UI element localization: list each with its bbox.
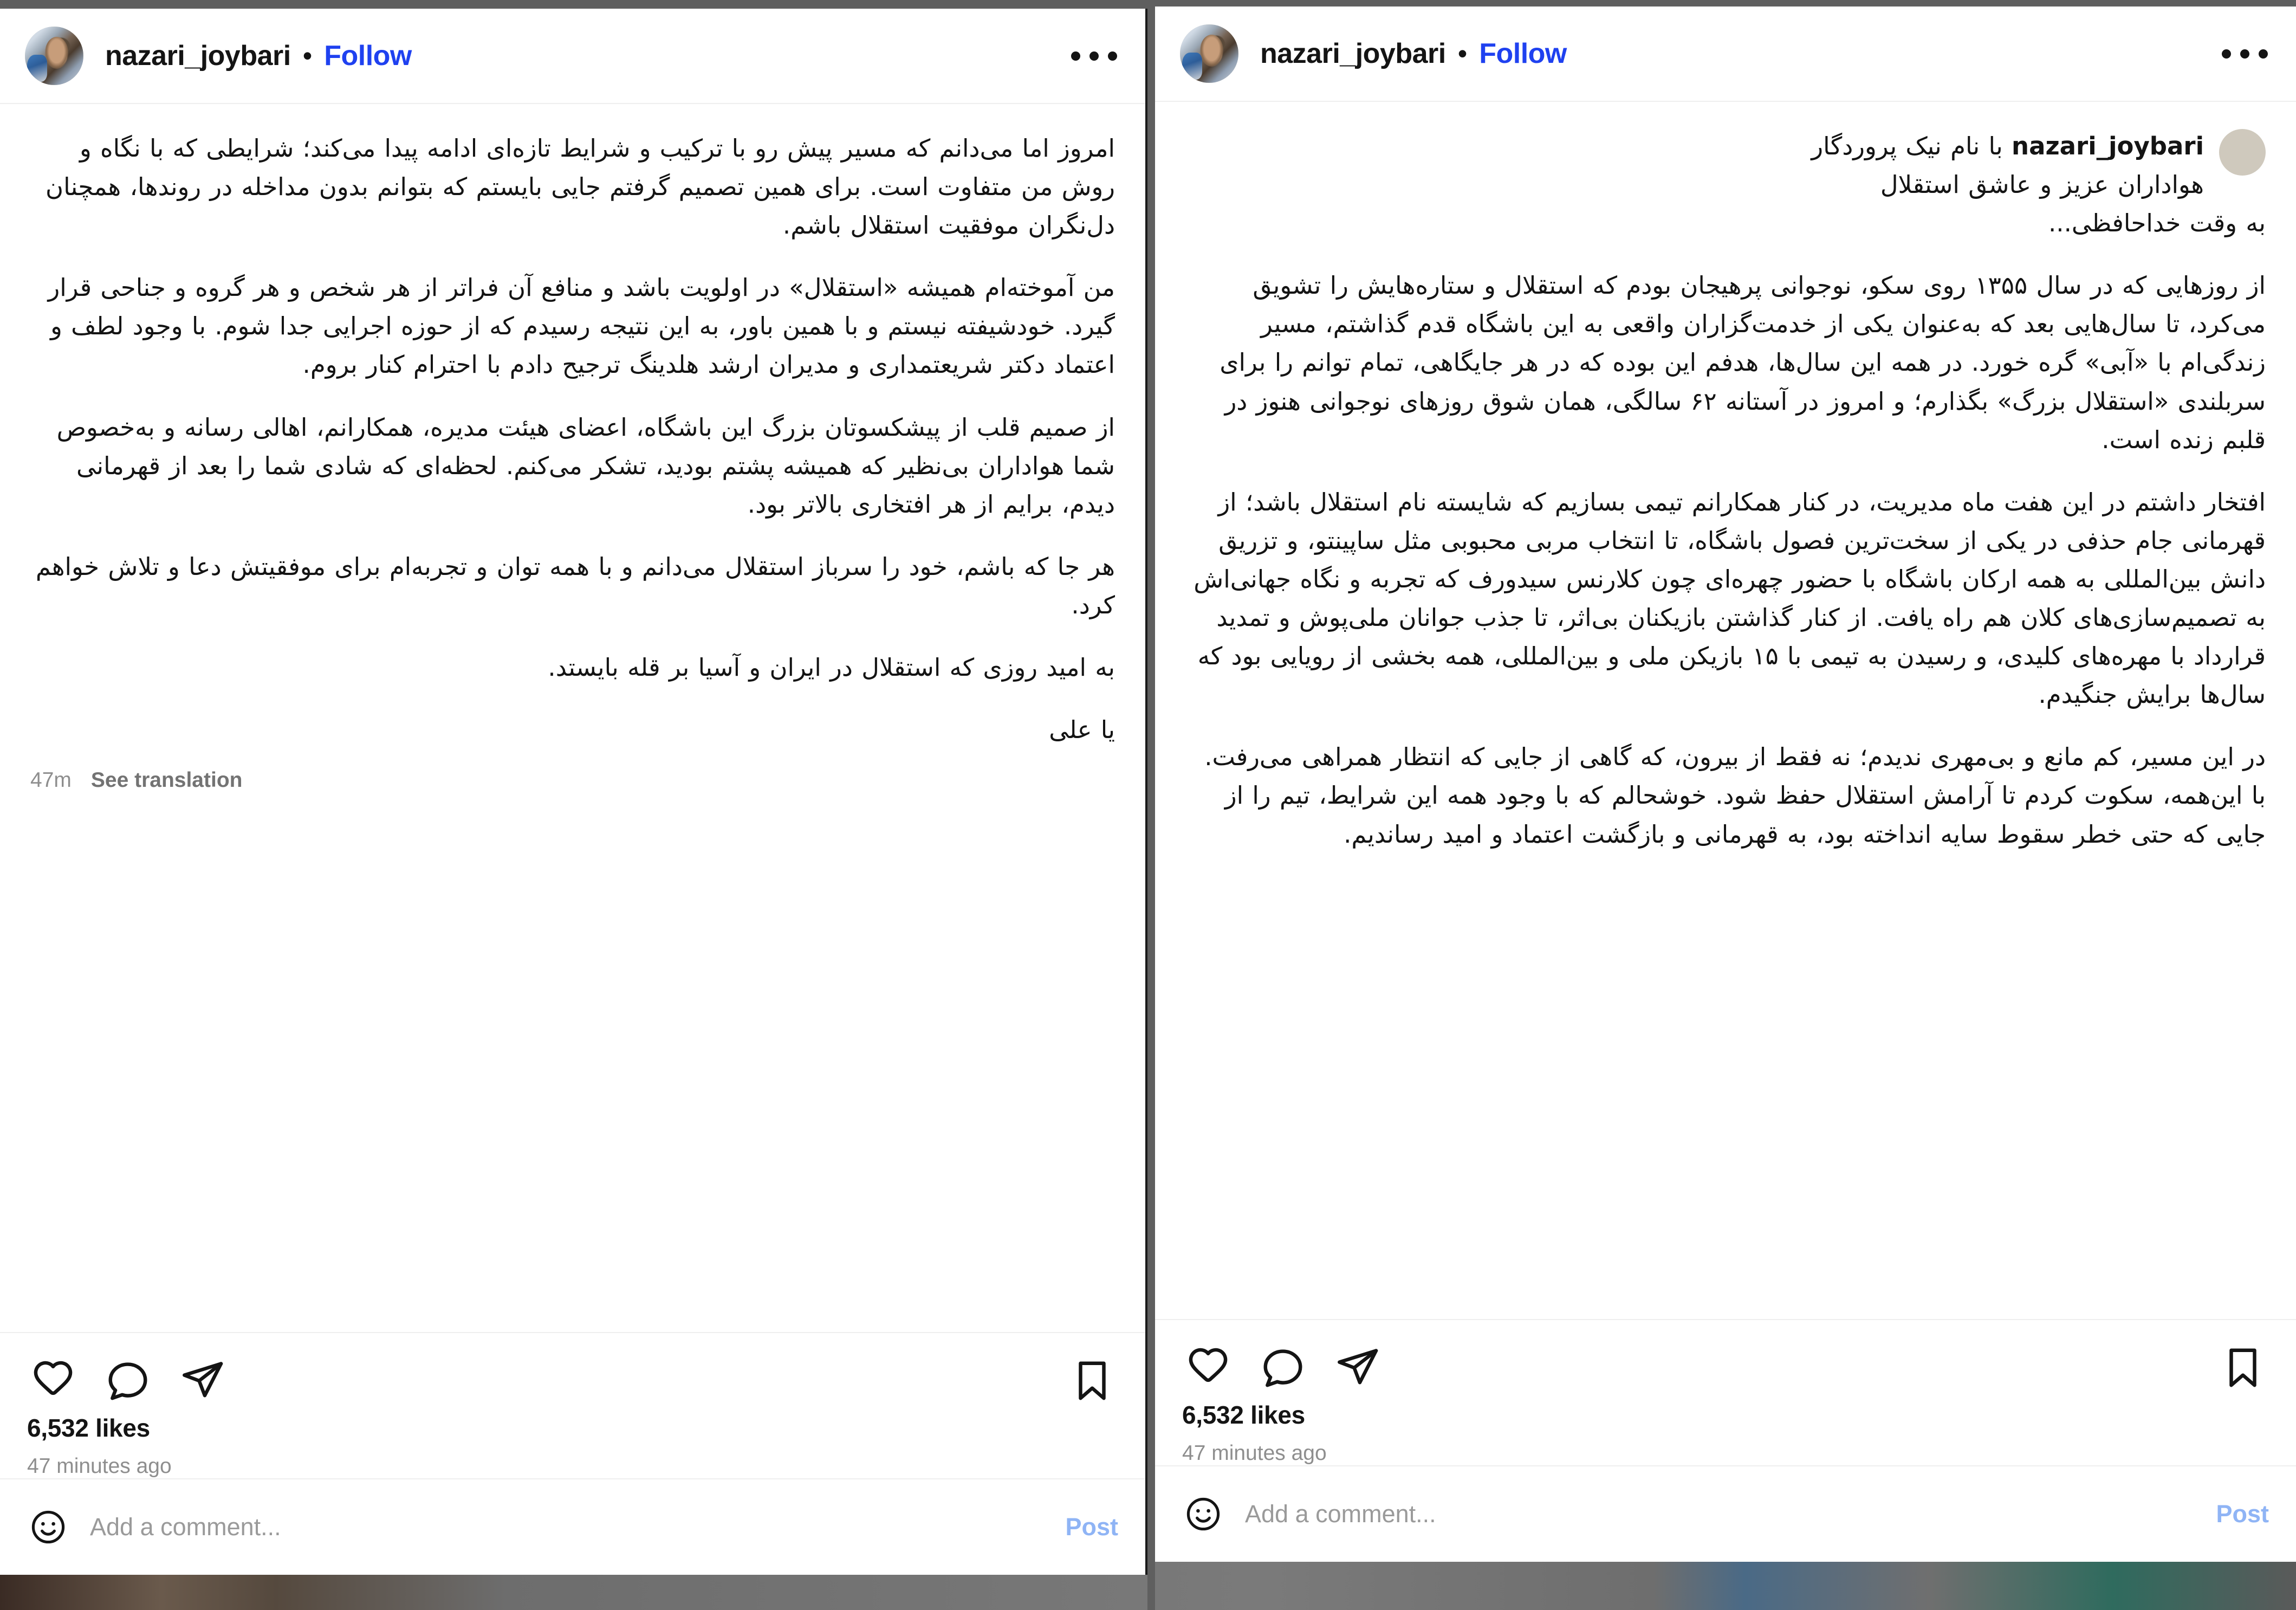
avatar-face xyxy=(1200,35,1223,66)
username-link[interactable]: nazari_joybari xyxy=(105,40,291,72)
avatar[interactable] xyxy=(1180,24,1238,83)
action-group-right xyxy=(1066,1355,1118,1407)
more-dot-3 xyxy=(1108,51,1117,61)
separator-dot: • xyxy=(302,41,313,71)
like-count[interactable]: 6,532 likes xyxy=(1182,1401,1305,1429)
more-dot-1 xyxy=(2222,49,2231,59)
action-group-left xyxy=(27,1355,229,1407)
post-time-short: 47m xyxy=(30,768,72,792)
separator-dot: • xyxy=(1457,38,1468,69)
inline-avatar[interactable] xyxy=(2219,129,2266,176)
action-bar-right xyxy=(1155,1319,2296,1394)
caption-paragraph: امروز اما می‌دانم که مسیر پیش رو با ترکیب و شرایط تازه‌ای ادامه پیدا می‌کند؛ شرایطی که با نگاه و روش من متفاوت است. برای همین تصمیم گرفتم جایی بایستم که بتوانم بدون مداخله در روندها، همچنان دل‌نگران موفقیت استقلال باشم. xyxy=(46,134,1115,240)
action-group-left xyxy=(1182,1342,1384,1394)
caption-paragraph: از روزهایی که در سال ۱۳۵۵ روی سکو، نوجوانی پرهیجان بودم که استقلال و ستاره‌هایش را تشویق می‌کرد، تا سال‌هایی بعد که به‌عنوان یکی از خدمت‌گزاران واقعی به این باشگاه قدم گذاشتم، مسیر زندگی‌ام با «آبی» گره خورد. در همه این سال‌ها، هدفم این بوده که در هر جایگاهی، تمام توانم را برای سربلندی «استقلال بزرگ» بگذارم؛ و امروز در آستانه ۶۲ سالگی، همان شوق روزهای نوجوانی هنوز در قلبم زنده است. xyxy=(1220,271,2266,454)
caption-paragraph: به امید روزی که استقلال در ایران و آسیا بر قله بایستد. xyxy=(548,653,1115,682)
like-count[interactable]: 6,532 likes xyxy=(27,1414,150,1442)
comment-input[interactable] xyxy=(89,1512,1049,1542)
more-options-icon[interactable] xyxy=(1068,41,1120,72)
more-dot-2 xyxy=(2240,49,2249,59)
post-timestamp: 47 minutes ago xyxy=(27,1454,172,1478)
share-icon[interactable] xyxy=(1332,1342,1384,1394)
follow-button[interactable]: Follow xyxy=(324,40,412,72)
post-header-left xyxy=(0,9,1145,104)
caption-lead-block xyxy=(1185,127,2266,242)
post-comment-button[interactable]: Post xyxy=(2216,1500,2269,1528)
post-header-right xyxy=(1155,7,2296,102)
comment-composer-left xyxy=(0,1478,1145,1575)
bookmark-icon[interactable] xyxy=(1066,1355,1118,1407)
action-group-right xyxy=(2217,1342,2269,1394)
share-icon[interactable] xyxy=(177,1355,229,1407)
like-icon[interactable] xyxy=(1182,1342,1234,1394)
like-icon[interactable] xyxy=(27,1355,79,1407)
caption-lead-line-2: هواداران عزیز و عاشق استقلال xyxy=(1880,170,2204,199)
comment-composer-right xyxy=(1155,1465,2296,1562)
comment-icon[interactable] xyxy=(102,1355,154,1407)
header-identity xyxy=(1260,37,1567,70)
more-options-icon[interactable] xyxy=(2219,38,2271,69)
caption-paragraph: از صمیم قلب از پیشکسوتان بزرگ این باشگاه، اعضای هیئت مدیره، همکارانم، اهالی رسانه و به‌خصوص شما هواداران بی‌نظیر که همیشه پشتم بودید، تشکر می‌کنم. لحظه‌ای که شادی شما را بعد از قهرمانی دیدم، برایم از هر افتخاری بالاتر بود. xyxy=(56,412,1115,519)
action-bar-left xyxy=(0,1332,1145,1407)
post-caption-left xyxy=(30,129,1115,749)
comment-input[interactable] xyxy=(1244,1499,2200,1529)
follow-button[interactable]: Follow xyxy=(1479,38,1567,69)
see-translation-button[interactable]: See translation xyxy=(90,768,243,792)
caption-area-left xyxy=(0,104,1145,1332)
avatar-accent xyxy=(1182,53,1202,80)
caption-lead-line-3: به وقت خداحافظی... xyxy=(2048,209,2266,238)
post-stats-right xyxy=(1155,1394,2296,1465)
bookmark-icon[interactable] xyxy=(2217,1342,2269,1394)
more-dot-2 xyxy=(1089,51,1099,61)
post-comment-button[interactable]: Post xyxy=(1065,1513,1118,1541)
caption-paragraph: افتخار داشتم در این هفت ماه مدیریت، در کنار همکارانم تیمی بسازیم که شایسته نام استقلال باشد؛ از قهرمانی جام حذفی در یکی از سخت‌ترین فصول باشگاه، تا انتخاب مربی محبوبی مثل ساپینتو، و تزریق دانش بین‌المللی به همه ارکان باشگاه با حضور چهره‌ای چون کلارنس سیدورف که تجربه و نگاه جهانی‌اش به تصمیم‌سازی‌های کلان هم راه یافت. از کنار گذاشتن بازیکنان بی‌اثر، تا جذب جوانان ملی‌پوش و تمدید قرارداد با مهره‌های کلیدی، و رسیدن به تیمی با ۱۵ بازیکن ملی و بین‌المللی، همه بخشی از رویایی بود که سال‌ها برایش جنگیدم. xyxy=(1194,487,2266,709)
post-timestamp: 47 minutes ago xyxy=(1182,1441,1327,1465)
caption-meta-left xyxy=(30,768,1115,792)
post-caption-right xyxy=(1185,127,2266,854)
caption-area-right xyxy=(1155,102,2296,1319)
caption-paragraph: من آموخته‌ام همیشه «استقلال» در اولویت باشد و منافع آن فراتر از هر شخص و هر گروه و جناحی قرار گیرد. خودشیفته نیستم و با همین باور، به این نتیجه رسیدم که از حوزه اجرایی جدا شوم. با وجود لطف و اعتماد دکتر شریعتمداری و مدیران ارشد هلدینگ ترجیح دادم با احترام کنار بروم. xyxy=(48,273,1115,379)
comment-icon[interactable] xyxy=(1257,1342,1309,1394)
post-card-left xyxy=(0,9,1147,1575)
emoji-smiley-icon[interactable] xyxy=(1182,1493,1224,1535)
caption-paragraph: در این مسیر، کم مانع و بی‌مهری ندیدم؛ نه فقط از بیرون، که گاهی از جایی که انتظار همراهی می‌رفت. با این‌همه، سکوت کردم تا آرامش استقلال حفظ شود. خوشحالم که با وجود همه این شرایط، تیم را از جایی که حتی خطر سقوط سایه انداخته بود، به قهرمانی و بازگشت اعتماد و امید رساندیم. xyxy=(1204,742,2266,849)
caption-lead-line-1: با نام نیک پروردگار xyxy=(1811,132,2003,160)
post-card-right xyxy=(1155,7,2296,1562)
inline-username[interactable]: nazari_joybari xyxy=(2012,132,2204,160)
more-dot-3 xyxy=(2259,49,2268,59)
header-identity xyxy=(105,40,412,72)
post-stats-left xyxy=(0,1407,1145,1478)
username-link[interactable]: nazari_joybari xyxy=(1260,38,1446,69)
more-dot-1 xyxy=(1071,51,1080,61)
avatar-accent xyxy=(27,55,47,82)
emoji-smiley-icon[interactable] xyxy=(27,1506,69,1548)
caption-paragraph: هر جا که باشم، خود را سرباز استقلال می‌دانم و با همه توان و تجربه‌ام برای موفقیتش دعا و تلاش خواهم کرد. xyxy=(35,552,1115,619)
avatar-face xyxy=(45,37,68,68)
panel-gutter xyxy=(1147,0,1155,1610)
caption-signature: یا علی xyxy=(1049,715,1115,745)
avatar[interactable] xyxy=(25,27,83,85)
